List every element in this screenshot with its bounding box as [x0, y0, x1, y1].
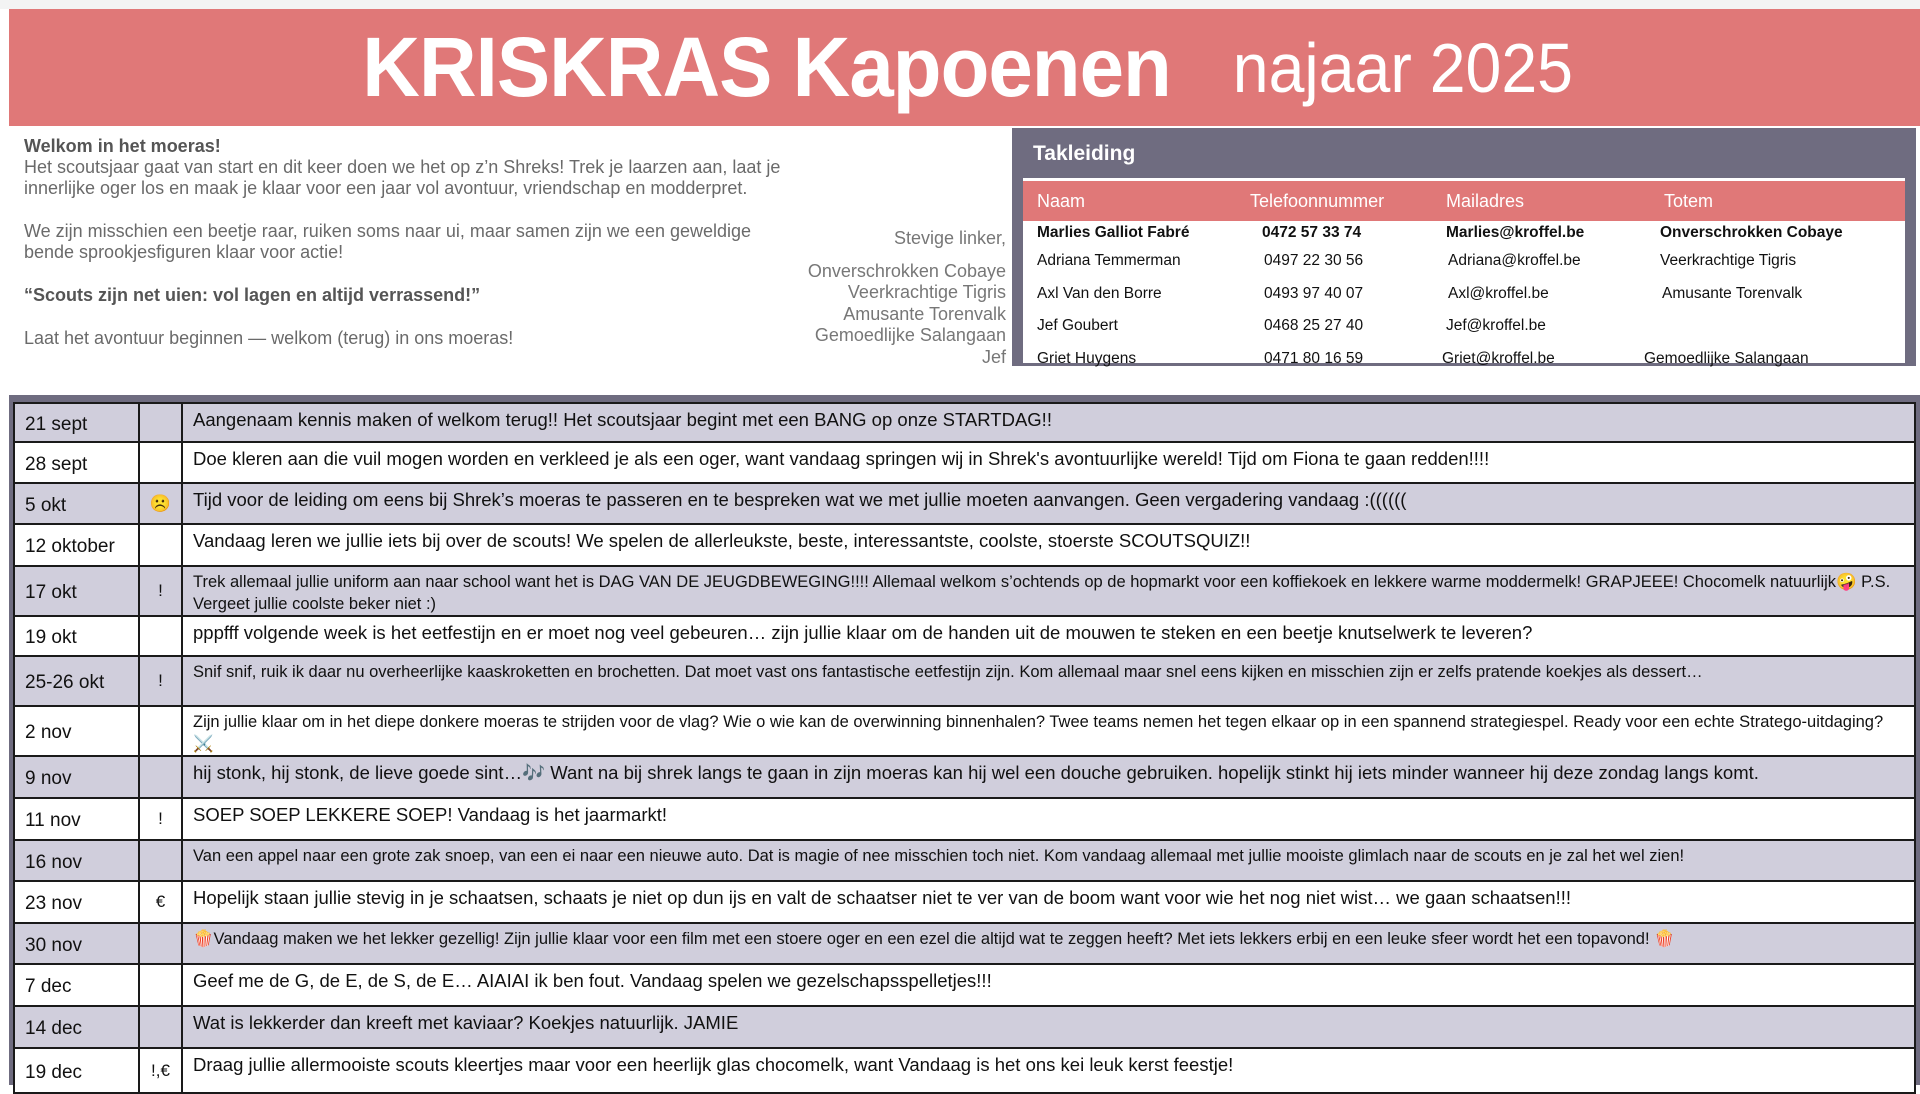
schedule-description-cell	[182, 616, 1915, 656]
schedule-date-cell	[14, 756, 139, 798]
schedule-mark-cell	[139, 706, 182, 756]
schedule-date-cell	[14, 881, 139, 923]
schedule-mark-cell	[139, 616, 182, 656]
schedule-description-cell	[182, 881, 1915, 923]
schedule-mark: !	[158, 809, 163, 828]
schedule-date-cell	[14, 483, 139, 524]
welcome-closing: Laat het avontuur beginnen — welkom (terug) in ons moeras!	[24, 328, 514, 348]
schedule-description: pppfff volgende week is het eetfestijn en er moet nog veel gebeuren… zijn jullie klaar om de handen uit de mouwen te steken en een beetje knutselwerk te leveren?	[193, 622, 1533, 643]
leider-tel: 0497 22 30 56	[1264, 252, 1364, 270]
schedule-description-cell	[182, 706, 1915, 756]
schedule-description: 🍿Vandaag maken we het lekker gezellig! Zijn jullie klaar voor een film met een stoere oger en een ezel die altijd wat te zeggen heeft? Met iets lekkers erbij en een leuke sfeer wordt het een topavond! 🍿	[193, 930, 1675, 948]
schedule-date-cell	[14, 1048, 139, 1093]
header-telefoon: Telefoonnummer	[1250, 190, 1385, 211]
schedule-mark-cell	[139, 756, 182, 798]
signature-name: Jef	[981, 346, 1006, 367]
welcome-para-2: We zijn misschien een beetje raar, ruiken soms naar ui, maar samen zijn we een geweldige bende sprookjesfiguren klaar voor actie!	[24, 221, 752, 262]
schedule-mark-cell	[139, 1006, 182, 1048]
schedule-mark-cell	[139, 840, 182, 881]
leider-mail[interactable]: Adriana@kroffel.be	[1448, 252, 1581, 270]
leider-totem: Veerkrachtige Tigris	[1660, 252, 1797, 270]
schedule-date: 23 nov	[25, 893, 83, 914]
leiding-title: Takleiding	[1033, 142, 1136, 165]
schedule-date-cell	[14, 706, 139, 756]
schedule-date: 11 nov	[25, 810, 81, 831]
leider-totem: Gemoedlijke Salangaan	[1644, 349, 1809, 367]
schedule-date: 16 nov	[25, 851, 83, 873]
schedule-description: Zijn jullie klaar om in het diepe donkere moeras te strijden voor de vlag? Wie o wie kan de overwinning binnenhalen? Twee teams nemen het tegen elkaar op in een spannend strategiespel. Ready voor een echte Stratego-uitdaging? ⚔️	[193, 713, 1884, 753]
leiding-table	[1023, 178, 1905, 367]
signature-name: Gemoedlijke Salangaan	[814, 325, 1006, 345]
title-banner	[9, 9, 1920, 126]
schedule-description: Snif snif, ruik ik daar nu overheerlijke kaaskroketten en brochetten. Dat moet vast ons fantastische eetfestijn zijn. Kom allemaal maar snel eens kijken en misschien zijn er zelfs pratende koekjes als dessert…	[193, 663, 1703, 681]
schedule-date-cell	[14, 616, 139, 656]
schedule-description-cell	[182, 566, 1915, 616]
leiding-row	[1023, 245, 1905, 278]
leider-tel: 0468 25 27 40	[1264, 317, 1364, 335]
schedule-mark: €	[155, 892, 166, 911]
schedule-panel	[9, 395, 1920, 1085]
schedule-description: Geef me de G, de E, de S, de E… AIAIAI ik ben fout. Vandaag spelen we gezelschapsspelletjes!!!	[193, 970, 992, 991]
schedule-description: Hopelijk staan jullie stevig in je schaatsen, schaats je niet op dun ijs en valt de schaatser niet te ver van de boom want voor wie het nog niet wist… we gaan schaatsen!!!	[193, 887, 1571, 908]
title-season: najaar 2025	[1232, 28, 1574, 107]
schedule-row	[14, 1006, 1915, 1048]
leiding-panel	[1012, 128, 1916, 366]
schedule-description-cell	[182, 1006, 1915, 1048]
leider-naam: Griet Huygens	[1037, 349, 1137, 367]
welcome-text	[24, 136, 814, 349]
schedule-date: 5 okt	[25, 494, 67, 516]
schedule-row	[14, 923, 1915, 964]
schedule-date-cell	[14, 923, 139, 964]
schedule-description-cell	[182, 923, 1915, 964]
signature	[808, 228, 1006, 368]
schedule-date: 9 nov	[25, 768, 72, 789]
schedule-row	[14, 403, 1915, 442]
schedule-date: 2 nov	[25, 722, 72, 743]
schedule-date-cell	[14, 403, 139, 442]
schedule-mark: !	[158, 671, 163, 690]
schedule-description-cell	[182, 756, 1915, 798]
signature-name: Onverschrokken Cobaye	[807, 260, 1006, 281]
signature-name: Veerkrachtige Tigris	[847, 282, 1006, 302]
leider-naam: Marlies Galliot Fabré	[1037, 224, 1190, 241]
header-mail: Mailadres	[1446, 190, 1525, 211]
header-totem: Totem	[1664, 190, 1714, 211]
leiding-row	[1023, 310, 1905, 343]
schedule-mark-cell	[139, 656, 182, 706]
signature-name: Amusante Torenvalk	[843, 303, 1006, 324]
schedule-date-cell	[14, 840, 139, 881]
schedule-description: Trek allemaal jullie uniform aan naar school want het is DAG VAN DE JEUGDBEWEGING!!!! Allemaal welkom s’ochtends op de hopmarkt voor een koffiekoek en lekkere warme moddermelk! GRAPJEEE! Chocomelk natuurlijk🤪 P.S. Vergeet jullie coolste beker niet :)	[193, 573, 1891, 613]
schedule-description: Van een appel naar een grote zak snoep, van een ei naar een nieuwe auto. Dat is magie of nee misschien toch niet. Kom vandaag allemaal met jullie mooiste glimlach naar de scouts en je zal het wel zien!	[193, 847, 1685, 865]
schedule-table	[13, 402, 1916, 1094]
leider-totem: Onverschrokken Cobaye	[1660, 224, 1843, 241]
leider-tel: 0471 80 16 59	[1264, 349, 1364, 367]
schedule-mark-cell	[139, 483, 182, 524]
schedule-date: 12 oktober	[25, 536, 115, 557]
leider-naam: Jef Goubert	[1037, 317, 1118, 335]
schedule-mark-cell	[139, 403, 182, 442]
schedule-mark-cell	[139, 566, 182, 616]
schedule-description-cell	[182, 483, 1915, 524]
schedule-date-cell	[14, 566, 139, 616]
sad-face-icon: ☹️	[149, 493, 172, 513]
schedule-date-cell	[14, 964, 139, 1006]
schedule-date-cell	[14, 442, 139, 483]
schedule-mark-cell	[139, 923, 182, 964]
schedule-row	[14, 964, 1915, 1006]
schedule-row	[14, 524, 1915, 566]
schedule-date-cell	[14, 656, 139, 706]
schedule-description-cell	[182, 840, 1915, 881]
title-main: KRISKRAS Kapoenen	[362, 20, 1171, 114]
leider-mail[interactable]: Marlies@kroffel.be	[1446, 224, 1585, 241]
schedule-description-cell	[182, 798, 1915, 840]
schedule-mark: !,€	[151, 1060, 170, 1080]
schedule-row	[14, 756, 1915, 798]
schedule-row	[14, 881, 1915, 923]
schedule-description-cell	[182, 656, 1915, 706]
schedule-date: 28 sept	[25, 453, 88, 475]
schedule-description: Doe kleren aan die vuil mogen worden en verkleed je als een oger, want vandaag springen wij in Shrek's avontuurlijke wereld! Tijd om Fiona te gaan redden!!!!	[193, 448, 1490, 469]
schedule-date-cell	[14, 798, 139, 840]
schedule-row	[14, 840, 1915, 881]
leider-mail[interactable]: Axl@kroffel.be	[1448, 284, 1549, 302]
schedule-row	[14, 656, 1915, 706]
schedule-description: SOEP SOEP LEKKERE SOEP! Vandaag is het jaarmarkt!	[193, 804, 668, 825]
schedule-date: 14 dec	[25, 1018, 83, 1039]
schedule-mark-cell	[139, 524, 182, 566]
schedule-mark-cell	[139, 798, 182, 840]
header-naam: Naam	[1037, 190, 1086, 211]
top-strip	[0, 0, 1920, 9]
schedule-description: Tijd voor de leiding om eens bij Shrek’s moeras te passeren en te bespreken wat we met jullie moeten aanvangen. Geen vergadering vandaag :((((((	[193, 489, 1407, 510]
welcome-quote: “Scouts zijn net uien: vol lagen en altijd verrassend!”	[24, 285, 481, 305]
schedule-date-cell	[14, 1006, 139, 1048]
schedule-date: 21 sept	[25, 413, 88, 435]
schedule-row	[14, 442, 1915, 483]
leiding-row	[1023, 221, 1905, 245]
leider-mail[interactable]: Jef@kroffel.be	[1446, 317, 1546, 335]
schedule-description-cell	[182, 964, 1915, 1006]
schedule-mark: !	[158, 581, 163, 600]
schedule-row	[14, 616, 1915, 656]
schedule-mark-cell	[139, 442, 182, 483]
leiding-row	[1023, 278, 1905, 311]
schedule-date: 19 dec	[25, 1061, 83, 1083]
leiding-row	[1023, 343, 1905, 376]
schedule-description: Wat is lekkerder dan kreeft met kaviaar? Koekjes natuurlijk. JAMIE	[193, 1012, 739, 1033]
schedule-description-cell	[182, 442, 1915, 483]
schedule-date-cell	[14, 524, 139, 566]
welcome-para-1: Het scoutsjaar gaat van start en dit keer doen we het op z’n Shreks! Trek je laarzen aan, laat je innerlijke oger los en maak je klaar voor een jaar vol avontuur, vriendschap en modderpret.	[24, 157, 781, 198]
schedule-row	[14, 706, 1915, 756]
schedule-description-cell	[182, 1048, 1915, 1093]
schedule-row	[14, 566, 1915, 616]
schedule-description: hij stonk, hij stonk, de lieve goede sint…🎶 Want na bij shrek langs te gaan in zijn moeras kan hij wel een douche gebruiken. hopelijk stinkt hij iets minder wanneer hij deze zondag langs komt.	[193, 762, 1759, 783]
leider-tel: 0472 57 33 74	[1262, 224, 1362, 241]
welcome-heading: Welkom in het moeras!	[24, 136, 221, 156]
schedule-row	[14, 483, 1915, 524]
leider-mail[interactable]: Griet@kroffel.be	[1442, 349, 1555, 367]
leider-totem: Amusante Torenvalk	[1662, 284, 1803, 302]
schedule-description-cell	[182, 524, 1915, 566]
schedule-mark-cell	[139, 964, 182, 1006]
signature-greeting: Stevige linker,	[893, 228, 1006, 248]
schedule-date: 17 okt	[25, 582, 77, 603]
schedule-mark-cell	[139, 881, 182, 923]
schedule-date: 25-26 okt	[25, 672, 105, 693]
leider-naam: Adriana Temmerman	[1037, 252, 1181, 270]
schedule-row	[14, 1048, 1915, 1093]
schedule-row	[14, 798, 1915, 840]
leiding-header-row	[1023, 181, 1905, 221]
leider-tel: 0493 97 40 07	[1264, 284, 1364, 302]
schedule-mark-cell	[139, 1048, 182, 1093]
leider-naam: Axl Van den Borre	[1037, 284, 1162, 302]
schedule-date: 7 dec	[25, 976, 72, 997]
schedule-description: Vandaag leren we jullie iets bij over de scouts! We spelen de allerleukste, beste, interessantste, coolste, stoerste SCOUTSQUIZ!!	[193, 530, 1251, 551]
schedule-date: 30 nov	[25, 934, 83, 956]
schedule-description: Draag jullie allermooiste scouts kleertjes maar voor een heerlijk glas chocomelk, want Vandaag is het ons kei leuk kerst feestje!	[193, 1054, 1234, 1075]
schedule-description: Aangenaam kennis maken of welkom terug!! Het scoutsjaar begint met een BANG op onze STARTDAG!!	[193, 409, 1052, 430]
schedule-date: 19 okt	[25, 627, 77, 648]
schedule-description-cell	[182, 403, 1915, 442]
